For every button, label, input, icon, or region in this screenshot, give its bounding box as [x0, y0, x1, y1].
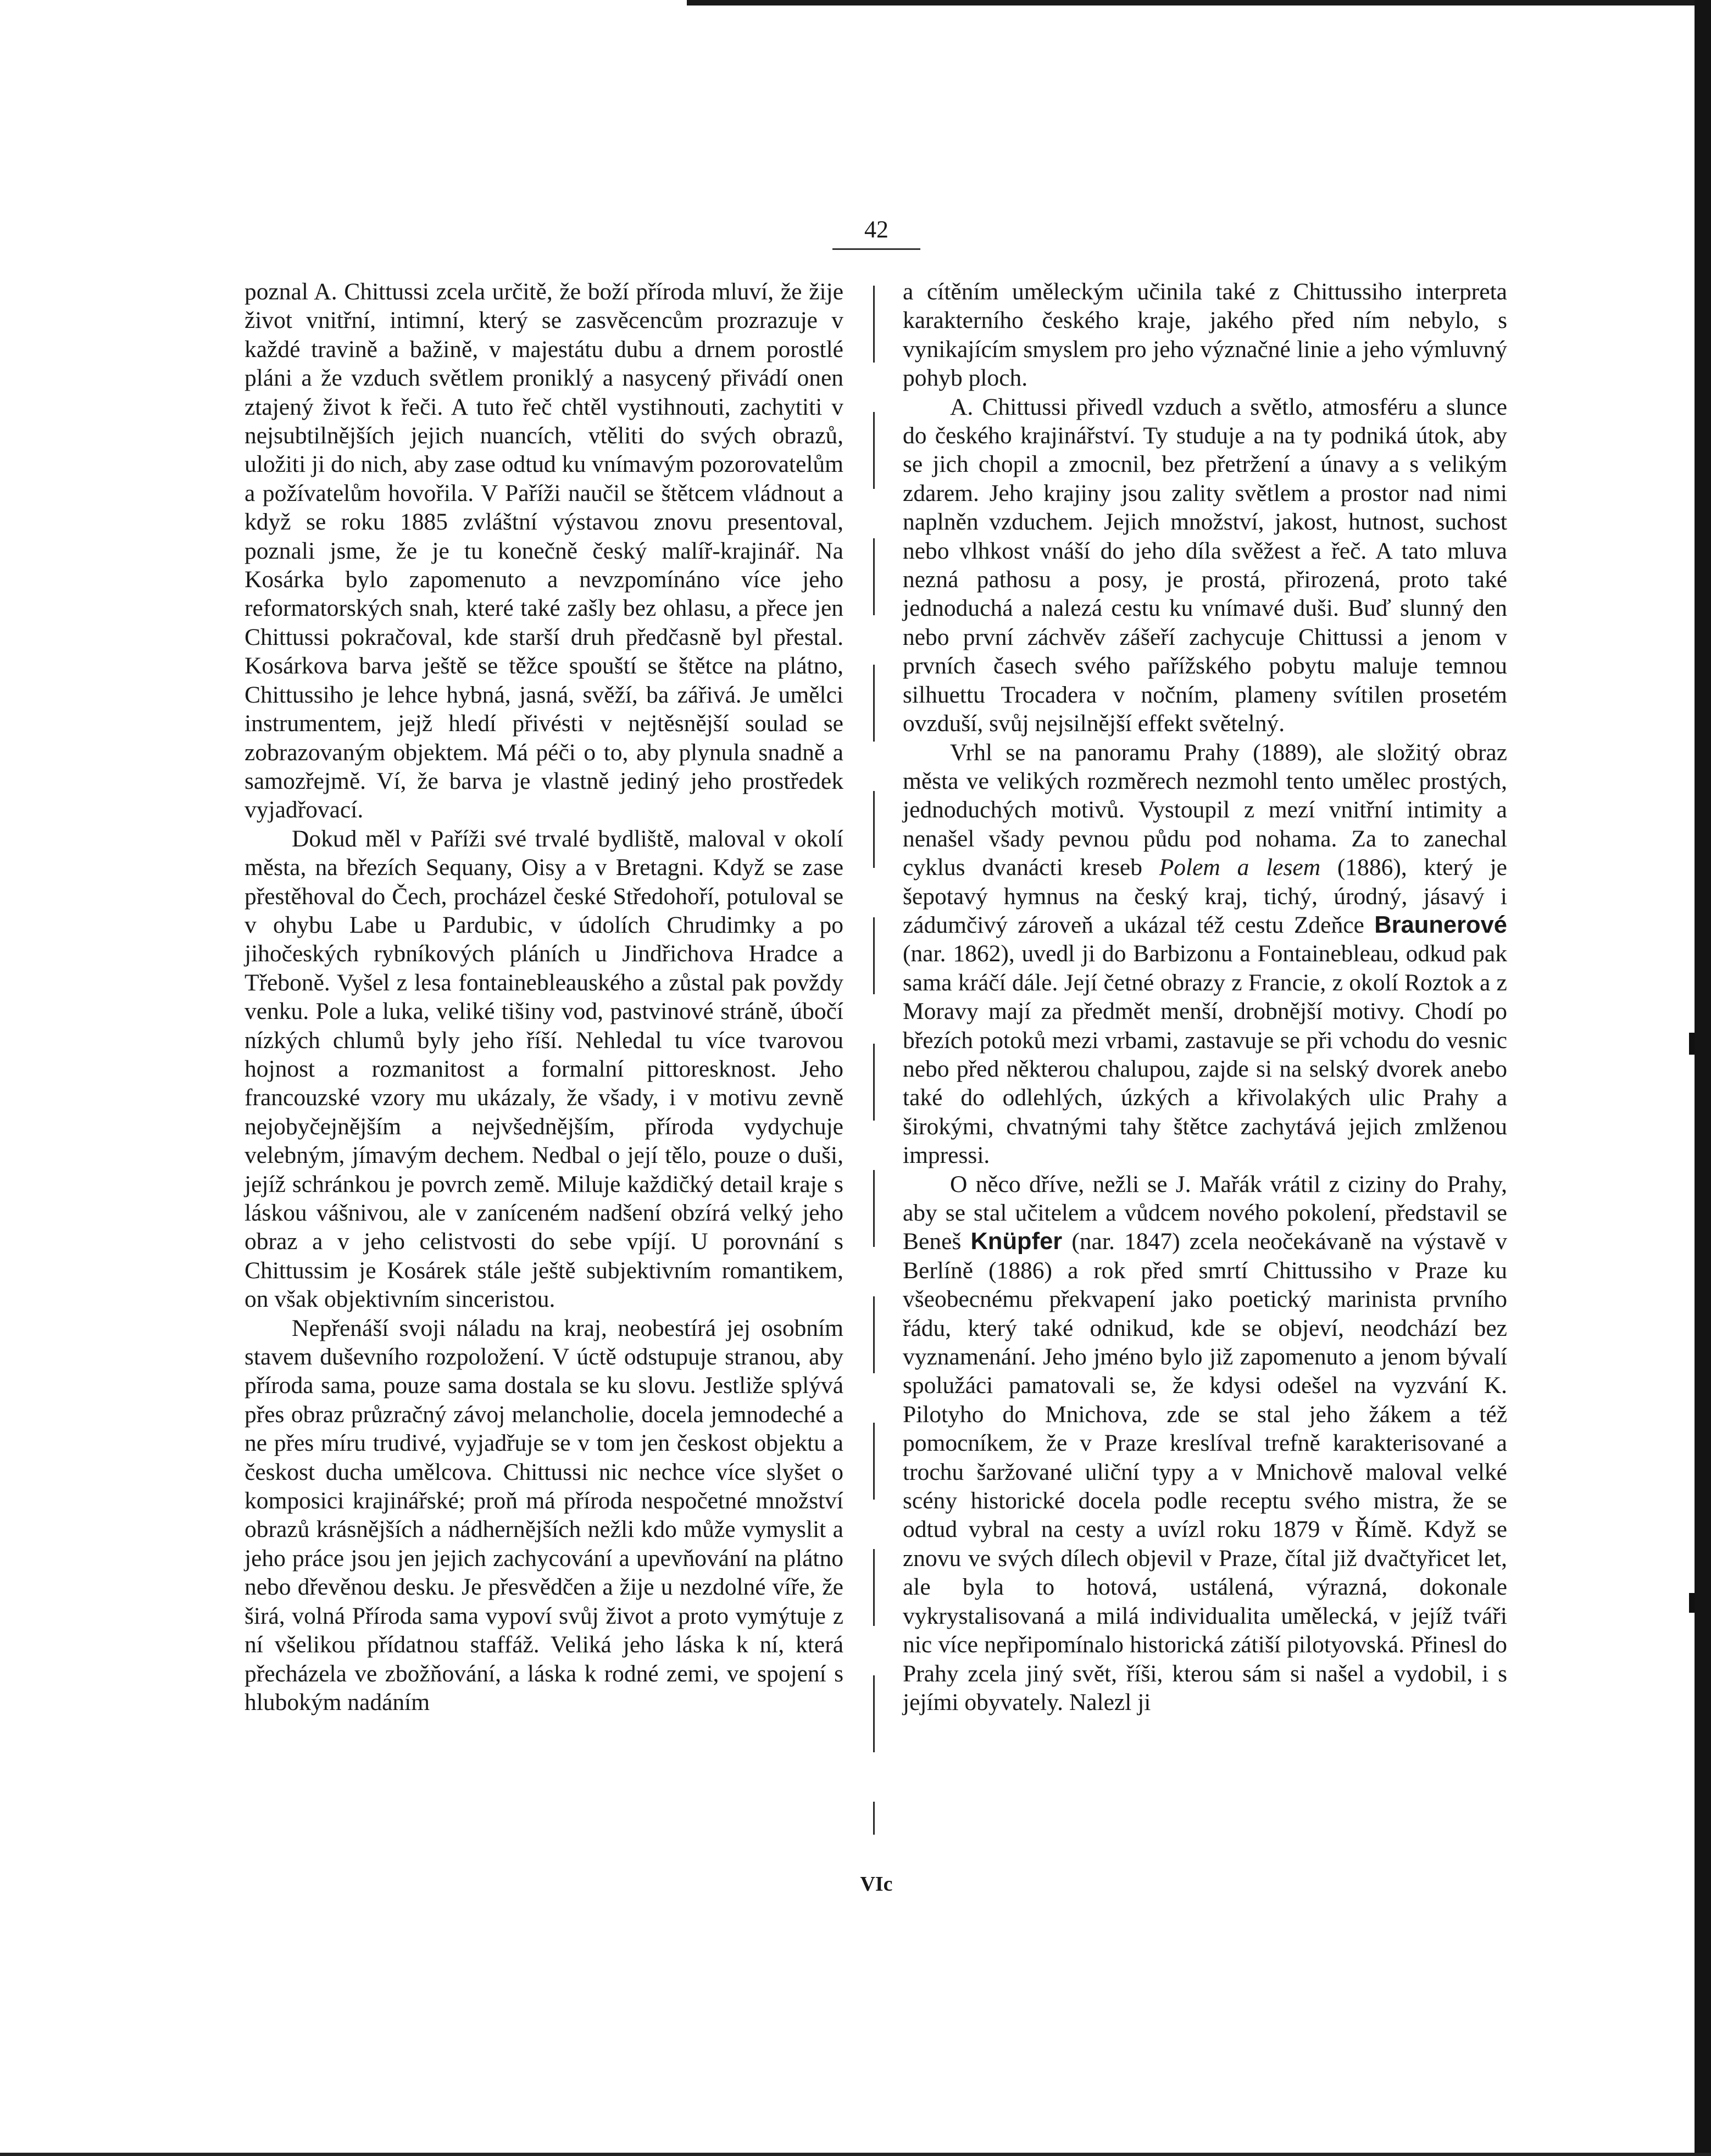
- paragraph: poznal A. Chittussi zcela určitě, že boží příroda mluví, že žije život vnitřní, intimní, který se zasvěcencům prozrazuje v každé travině a bažině, v majestátu dubu a drnem porostlé pláni a že vzduch světlem proniklý a nasycený přivádí onen ztajený život k řeči. A tuto řeč chtěl vystihnouti, zachytiti v nejsubtilnějších jejich nuancích, vtěliti do svých obrazů, uložiti ji do nich, aby zase odtud ku vnímavým pozorovatelům a požívatelům hovořila. V Paříži naučil se štětcem vládnout a když se roku 1885 zvláštní výstavou znovu presentoval, poznali jsme, že je tu konečně český malíř-krajinář. Na Kosárka bylo zapomenuto a nevzpomínáno více jeho reformatorských snah, které také zašly bez ohlasu, a přece jen Chittussi pokračoval, kde starší druh předčasně byl přestal. Kosárkova barva ještě se těžce spouští se štětce na plátno, Chittussiho je lehce hybná, jasná, svěží, ba zářivá. Je umělci instrumentem, jejž hledí přivésti v nejtěsnější soulad se zobrazovaným objektem. Má péči o to, aby plynula snadně a samozřejmě. Ví, že barva je vlastně jediný jeho prostředek vyjadřovací.: [245, 278, 843, 823]
- paragraph: Nepřenáší svoji náladu na kraj, neobestírá jej osobním stavem duševního rozpoložení. V úctě odstupuje stranou, aby příroda sama, pouze sama dostala se ku slovu. Jestliže splývá přes obraz průzračný závoj melancholie, docela jemnodeché a ne přes míru trudivé, vyjadřuje se v tom jen českost objektu a českost ducha umělcova. Chittussi nic nechce více slyšet o komposici krajinářské; proň má příroda nespočetné množství obrazů krásnějších a nádhernějších nežli kdo může vymyslit a jeho práce jsou jen jejich zachycování a upevňování na plátno nebo dřevěnou desku. Je přesvědčen a žije u nezdolné víře, že širá, volná Příroda sama vypoví svůj život a proto vymýtuje z ní všelikou přídatnou staffáž. Veliká jeho láska k ní, která přecházela ve zbožňování, a láska k rodné zemi, ve spojení s hlubokým nadáním: [245, 1314, 843, 1715]
- text-run: O něco dříve, nežli se J. Mařák vrátil z ciziny do Prahy, aby se stal učitelem a vůdcem nového pokolení, představil se Beneš: [903, 1171, 1507, 1255]
- text-run: (nar. 1862), uvedl ji do Barbizonu a Fontainebleau, odkud pak sama kráčí dále. Její četné obrazy z Francie, z okolí Roztok a z Moravy mají za předmět menší, drobnější motivy. Chodí po březích potoků mezi vrbami, zastavuje se při vchodu do vesnic nebo před některou chalupou, zajde si na selský dvorek anebo také do odlehlých, úzkých a křivolakých ulic Prahy a širokými, chvatnými tahy štětce zachytává jejich zmlženou impressi.: [903, 940, 1507, 1169]
- paragraph: Dokud měl v Paříži své trvalé bydliště, maloval v okolí města, na březích Sequany, Oisy a v Bretagni. Když se zase přestěhoval do Čech, procházel české Středohoří, potuloval se v ohybu Labe u Pardubic, v údolích Chrudimky a po jihočeských rybníkových pláních u Jindřichova Hradce a Třeboně. Vyšel z lesa fontainebleauského a zůstal pak povždy venku. Pole a luka, veliké tišiny vod, pastvinové stráně, úbočí nízkých chlumů byly jeho říší. Nehledal tu více tvarovou hojnost a rozmanitost a formalní pittoresknost. Jeho francouzské vzory mu ukázaly, že všady, i v motivu zevně nejobyčejnějším a nejvšednějším, příroda vydychuje velebným, jímavým dechem. Nedbal o její tělo, pouze o duši, jejíž schránkou je povrch země. Miluje každičký detail kraje s láskou vášnivou, ale v zaníceném nadšení obzírá velký jeho obraz a v jeho celistvosti do sebe vpíjí. U porovnání s Chittussim je Kosárek stále ještě subjektivním romantikem, on však objektivním sinceristou.: [245, 825, 843, 1313]
- left-column: [245, 277, 843, 1717]
- paragraph: [903, 1170, 1507, 1717]
- printer-signature: VIc: [860, 1873, 893, 1896]
- page-number-rule: [832, 248, 920, 250]
- paragraph: A. Chittussi přivedl vzduch a světlo, atmosféru a slunce do českého krajinářství. Ty studuje a na ty podniká útok, aby se jich chopil a zmocnil, bez přetržení a únavy a s velikým zdarem. Jeho krajiny jsou zality světlem a prostor nad nimi naplněn vzduchem. Jejich množství, jakost, hutnost, suchost nebo vlhkost vnáší do jeho díla svěžest a řeč. A tato mluva nezná pathosu a posy, je prostá, přirozená, proto také jednoduchá a nalezá cestu ku vnímavé duši. Buď slunný den nebo první záchvěv zášeří zachycuje Chittussi a jenom v prvních časech svého pařížského pobytu maluje temnou silhuettu Trocadera v nočním, plameny svítilen prosetém ovzduší, svůj nejsilnější effekt světelný.: [903, 393, 1507, 737]
- scan-edge-top: [687, 0, 1711, 5]
- work-title: Polem a lesem: [1159, 854, 1321, 881]
- paragraph: [903, 738, 1507, 1170]
- artist-name: Braunerové: [1374, 911, 1507, 938]
- paragraph: a cítěním uměleckým učinila také z Chittussiho interpreta karakterního českého kraje, jakého před ním nebylo, s vynikajícím smyslem pro jeho význačné linie a jeho výmluvný pohyb ploch.: [903, 278, 1507, 392]
- text-run: (1886), který je šepotavý hymnus na český kraj, tichý, úrodný, jásavý i zádumčivý zároveň a ukázal též cestu Zdeňce: [903, 854, 1507, 938]
- artist-name: Knüpfer: [970, 1228, 1063, 1255]
- scan-edge-mark: [1689, 1593, 1695, 1613]
- scan-edge-mark: [1689, 1033, 1695, 1055]
- scan-edge-right: [1695, 0, 1711, 2156]
- page-number: 42: [864, 216, 888, 243]
- right-column: [903, 277, 1507, 1717]
- text-run: (nar. 1847) zcela neočekávaně na výstavě v Berlíně (1886) a rok před smrtí Chittussiho v Praze ku všeobecnému překvapení jako poetický marinista prvního řádu, který také odnikud, kde se objeví, neodchází bez vyznamenání. Jeho jméno bylo již zapomenuto a jenom bývalí spolužáci pamatovali se, že kdysi odešel na vyzvání K. Pilotyho do Mnichova, zde se stal jeho žákem a též pomocníkem, že v Praze kreslíval trefně karakterisované a trochu šaržované uliční typy a v Mnichově maloval velké scény historické docela podle receptu svého mistra, že se odtud vybral na cesty a uvízl roku 1879 v Římě. Když se znovu ve svých dílech objevil v Praze, čítal již dvačtyřicet let, ale byla to hotová, ustálená, výrazná, dokonale vykrystalisovaná a milá individualita umělecká, v jejíž tváři nic více nepřipomínalo historická zátiší pilotyovská. Přinesl do Prahy zcela jiný svět, říši, kterou sám si našel a vydobil, i s jejími obyvately. Nalezl ji: [903, 1228, 1507, 1715]
- column-divider: [873, 286, 875, 1835]
- scan-edge-bottom: [0, 2153, 1711, 2156]
- text-run: Vrhl se na panoramu Prahy (1889), ale složitý obraz města ve velikých rozměrech nezmohl tento umělec prostých, jednoduchých motivů. Vystoupil z mezí vnitřní intimity a nenašel všady pevnou půdu pod nohama. Za to zanechal cyklus dvanácti kreseb: [903, 739, 1507, 881]
